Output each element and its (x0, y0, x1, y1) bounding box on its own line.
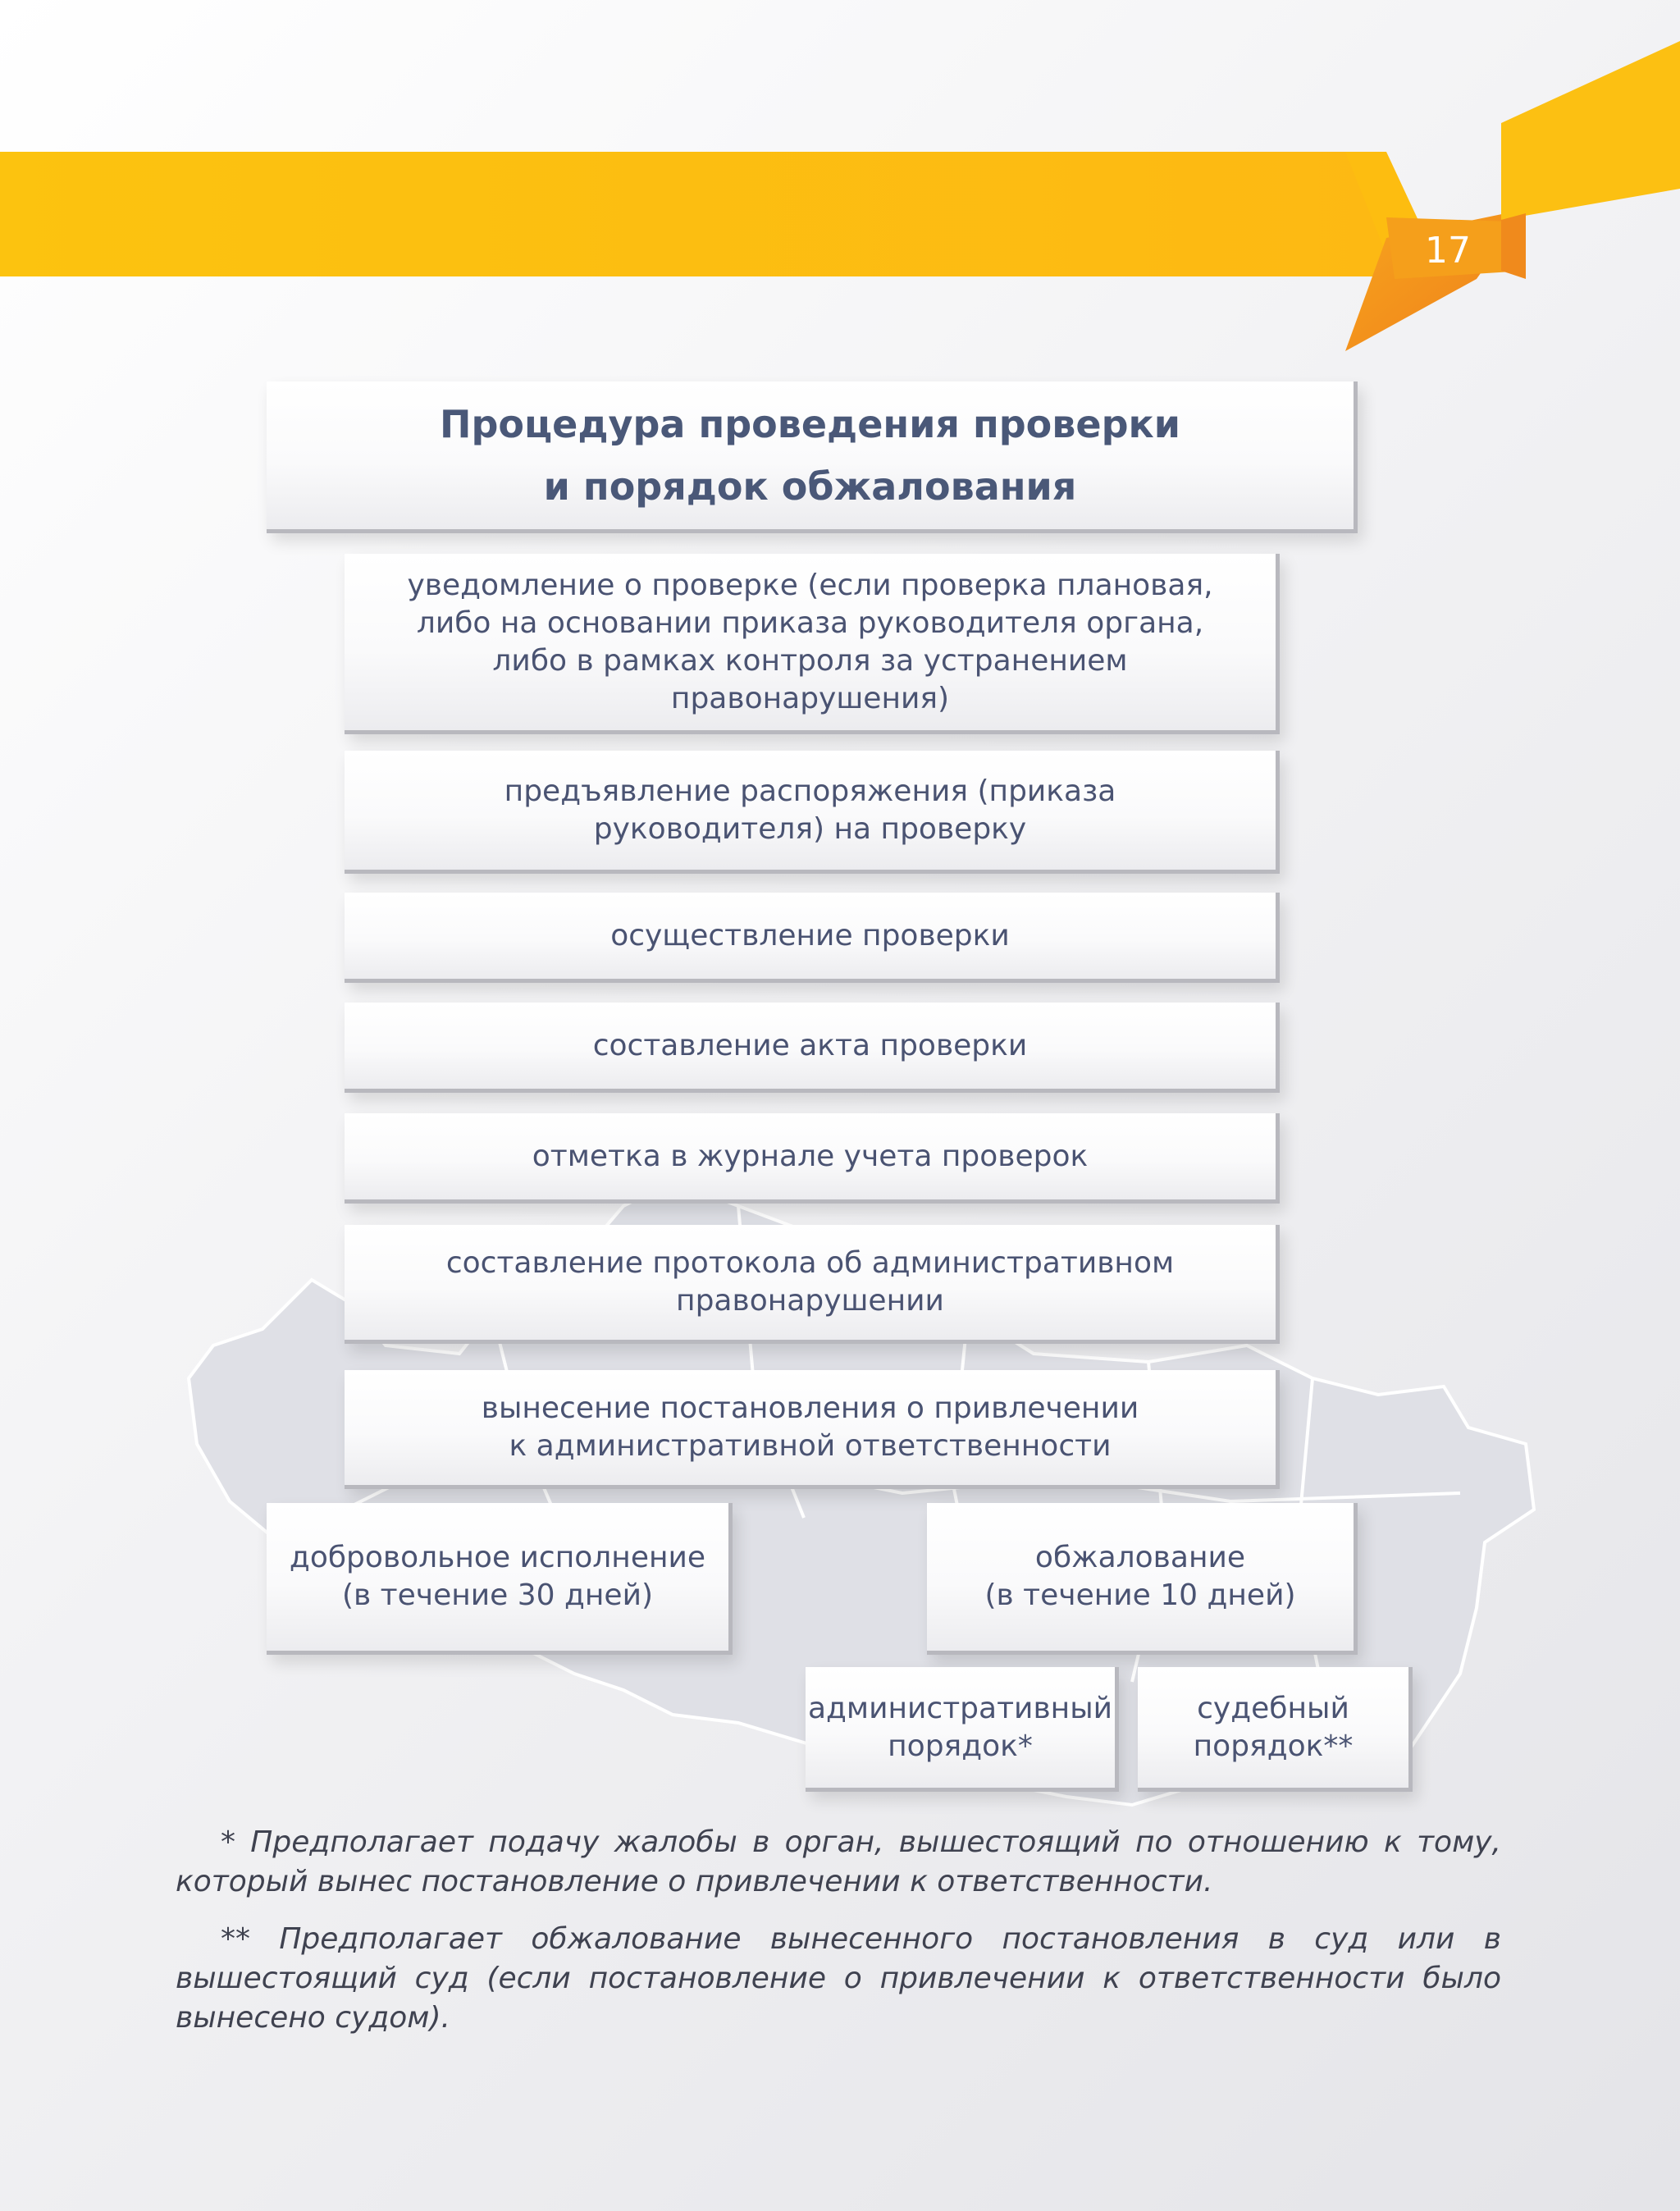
title-line-2: и порядок обжалования (543, 464, 1077, 509)
footnote-2: ** Предполагает обжалование вынесенного постановления в суд или в вышестоящий суд (если постановление о привлечении к ответственности было вынесено судом). (176, 1922, 1501, 2035)
step-text: осуществление проверки (610, 918, 1010, 952)
diagram-title (267, 381, 1358, 533)
page-number: 17 (1425, 230, 1471, 272)
step-resolution (345, 1370, 1280, 1489)
branch-administrative-procedure (806, 1667, 1119, 1792)
header-ribbon (0, 0, 1680, 361)
footnotes (176, 1823, 1501, 2038)
branch-judicial-procedure (1138, 1667, 1413, 1792)
branch-voluntary-execution (267, 1503, 733, 1655)
step-text: уведомление о проверке (если проверка плановая, либо на основании приказа руководителя органа, либо в рамках контроля за устранением правонарушения) (407, 568, 1213, 715)
step-inspection-act (345, 1003, 1280, 1093)
step-notification (345, 554, 1280, 734)
title-line-1: Процедура проведения проверки (440, 402, 1180, 446)
branch-text: судебный порядок** (1193, 1691, 1354, 1763)
step-text: составление акта проверки (592, 1028, 1028, 1062)
step-text: составление протокола об административном правонарушении (445, 1246, 1175, 1318)
step-journal-mark (345, 1113, 1280, 1204)
step-protocol (345, 1225, 1280, 1344)
step-inspection (345, 893, 1280, 983)
step-text: отметка в журнале учета проверок (532, 1139, 1089, 1173)
branch-text: административный порядок* (807, 1691, 1113, 1763)
branch-text: добровольное исполнение (в течение 30 дней) (289, 1541, 706, 1612)
step-text: предъявление распоряжения (приказа руководителя) на проверку (504, 774, 1116, 846)
step-order-presentation (345, 751, 1280, 874)
branch-text: обжалование (в течение 10 дней) (984, 1541, 1296, 1612)
branch-appeal (927, 1503, 1358, 1655)
step-text: вынесение постановления о привлечении к административной ответственности (481, 1391, 1139, 1463)
footnote-1: * Предполагает подачу жалобы в орган, вышестоящий по отношению к тому, который вынес постановление о привлечении к ответственности. (176, 1825, 1501, 1898)
